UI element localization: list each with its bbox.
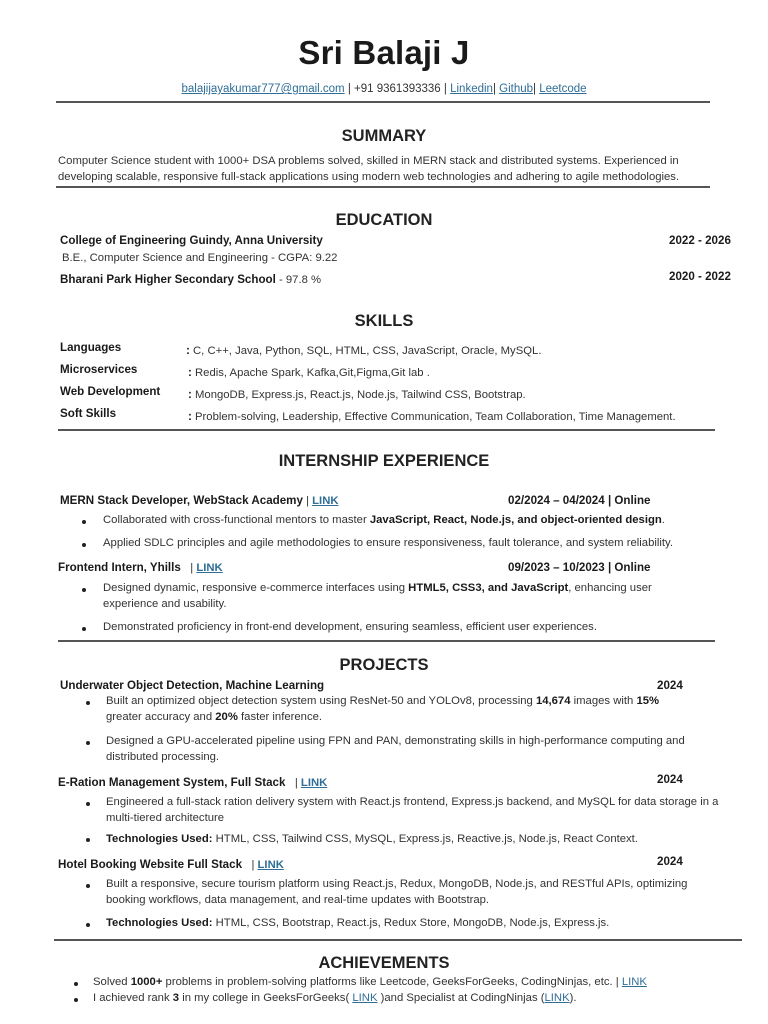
project-1-bullet-1-cont: greater accuracy and 20% faster inference. bbox=[106, 711, 323, 723]
skill-value-languages: : C, C++, Java, Python, SQL, HTML, CSS, JavaScript, Oracle, MySQL. bbox=[186, 344, 542, 357]
email-link[interactable]: balajijayakumar777@gmail.com bbox=[181, 83, 345, 95]
skill-value-microservices: : Redis, Apache Spark, Kafka,Git,Figma,Git lab . bbox=[188, 366, 430, 379]
internship-heading: INTERNSHIP EXPERIENCE bbox=[278, 452, 490, 470]
skills-divider bbox=[58, 429, 715, 431]
skill-key-web-development: Web Development bbox=[60, 385, 161, 398]
project-2-link[interactable]: LINK bbox=[300, 777, 328, 789]
bullet bbox=[86, 923, 90, 927]
achievement-2-gfg-link[interactable]: LINK bbox=[352, 992, 378, 1004]
project-1-year: 2024 bbox=[657, 679, 683, 692]
degree-info: B.E., Computer Science and Engineering - CGPA: 9.22 bbox=[62, 252, 338, 264]
project-1-bullet-2-cont: distributed processing. bbox=[106, 751, 220, 763]
skill-key-soft-skills: Soft Skills bbox=[60, 407, 117, 420]
internship-divider bbox=[58, 640, 715, 642]
school-line bbox=[60, 270, 321, 288]
separator: | bbox=[440, 83, 451, 95]
leetcode-link[interactable]: Leetcode bbox=[539, 83, 587, 95]
job-1-bullet-1: Collaborated with cross-functional mentors to master JavaScript, React, Node.js, and object-oriented design. bbox=[103, 514, 665, 526]
job-1-title: MERN Stack Developer, WebStack Academy bbox=[60, 494, 303, 507]
phone-number: +91 9361393336 bbox=[354, 83, 441, 95]
achievements-heading: ACHIEVEMENTS bbox=[318, 954, 450, 972]
education-heading: EDUCATION bbox=[335, 211, 433, 229]
separator: | bbox=[344, 83, 355, 95]
bullet bbox=[86, 741, 90, 745]
project-3-bullet-1-cont: booking workflows, data management, and real-time updates with Bootstrap. bbox=[106, 894, 490, 906]
job-2-title: Frontend Intern, Yhills bbox=[58, 561, 181, 574]
project-2-title-line: E-Ration Management System, Full Stack | LINK bbox=[58, 776, 328, 789]
bullet bbox=[86, 838, 90, 842]
job-2-bullet-1: Designed dynamic, responsive e-commerce interfaces using HTML5, CSS3, and JavaScript, enhancing user bbox=[103, 582, 652, 594]
bullet bbox=[82, 520, 86, 524]
bullet bbox=[86, 802, 90, 806]
project-1-bullet-2: Designed a GPU-accelerated pipeline using FPN and PAN, demonstrating skills in high-performance computing and bbox=[106, 735, 685, 747]
school-name: Bharani Park Higher Secondary School bbox=[60, 273, 276, 286]
job-1-mode: | Online bbox=[604, 494, 651, 507]
header-divider bbox=[56, 101, 710, 103]
project-3-title: Hotel Booking Website Full Stack bbox=[58, 858, 243, 871]
separator: | bbox=[533, 83, 540, 95]
bullet bbox=[74, 998, 78, 1002]
summary-heading: SUMMARY bbox=[341, 127, 427, 145]
contact-line bbox=[0, 83, 768, 95]
summary-line-1: Computer Science student with 1000+ DSA problems solved, skilled in MERN stack and distributed systems. Experienced in bbox=[58, 155, 679, 167]
job-1-bullet-2: Applied SDLC principles and agile methodologies to ensure responsiveness, fault tolerance, and system reliability. bbox=[103, 537, 673, 549]
project-3-technologies: Technologies Used: HTML, CSS, Bootstrap, React.js, Redux Store, MongoDB, Node.js, Express.js. bbox=[106, 917, 610, 929]
job-1-dates: 02/2024 – 04/2024 bbox=[508, 494, 605, 507]
bullet bbox=[86, 884, 90, 888]
job-1-dates-line bbox=[508, 491, 650, 509]
github-link[interactable]: Github bbox=[499, 83, 534, 95]
project-2-bullet-1-cont: multi-tiered architecture bbox=[106, 812, 225, 824]
linkedin-link[interactable]: Linkedin bbox=[450, 83, 493, 95]
job-2-title-line: Frontend Intern, Yhills | LINK bbox=[58, 561, 223, 574]
project-3-link[interactable]: LINK bbox=[257, 859, 284, 871]
skill-key-microservices: Microservices bbox=[60, 363, 138, 376]
project-2-bullet-1: Engineered a full-stack ration delivery system with React.js frontend, Express.js backend, and MySQL for data storage in a bbox=[106, 796, 719, 808]
bullet bbox=[82, 543, 86, 547]
school-years: 2020 - 2022 bbox=[669, 270, 731, 283]
skill-value-web-development: : MongoDB, Express.js, React.js, Node.js, Tailwind CSS, Bootstrap. bbox=[188, 388, 526, 401]
skill-value-soft-skills: : Problem-solving, Leadership, Effective Communication, Team Collaboration, Time Management. bbox=[188, 410, 676, 423]
project-2-year: 2024 bbox=[657, 773, 683, 786]
bullet bbox=[82, 627, 86, 631]
achievement-2: I achieved rank 3 in my college in GeeksForGeeks( LINK )and Specialist at CodingNinjas (LINK). bbox=[93, 992, 577, 1004]
job-2-dates: 09/2023 – 10/2023 bbox=[508, 561, 605, 574]
project-3-title-line: Hotel Booking Website Full Stack | LINK bbox=[58, 858, 284, 871]
project-2-title: E-Ration Management System, Full Stack bbox=[58, 776, 286, 789]
project-2-technologies: Technologies Used: HTML, CSS, Tailwind CSS, MySQL, Express.js, Reactive.js, Node.js, React Context. bbox=[106, 833, 638, 845]
bullet bbox=[74, 982, 78, 986]
projects-heading: PROJECTS bbox=[339, 656, 429, 674]
job-2-bullet-1-cont: experience and usability. bbox=[103, 598, 227, 610]
summary-line-2: developing scalable, responsive full-stack applications using modern web technologies and adhering to agile methodologies. bbox=[58, 171, 680, 183]
skill-key-languages: Languages bbox=[60, 341, 122, 354]
job-2-dates-line bbox=[508, 558, 650, 576]
job-1-title-line: MERN Stack Developer, WebStack Academy | LINK bbox=[60, 494, 339, 507]
achievement-2-codingninjas-link[interactable]: LINK bbox=[544, 992, 570, 1004]
college-years: 2022 - 2026 bbox=[669, 234, 731, 247]
job-2-link[interactable]: LINK bbox=[196, 562, 223, 574]
candidate-name: Sri Balaji J bbox=[298, 34, 470, 71]
project-3-year: 2024 bbox=[657, 855, 683, 868]
project-1-title: Underwater Object Detection, Machine Learning bbox=[60, 679, 325, 692]
project-1-bullet-1: Built an optimized object detection system using ResNet-50 and YOLOv8, processing 14,674 images with 15% bbox=[106, 695, 660, 707]
school-score: - 97.8 % bbox=[275, 274, 322, 286]
bullet bbox=[82, 588, 86, 592]
project-3-bullet-1: Built a responsive, secure tourism platform using React.js, Redux, MongoDB, Node.js, and RESTful APIs, optimizing bbox=[106, 878, 688, 890]
job-2-bullet-2: Demonstrated proficiency in front-end development, ensuring seamless, efficient user experiences. bbox=[103, 621, 597, 633]
achievement-1-link[interactable]: LINK bbox=[621, 976, 647, 988]
summary-divider bbox=[56, 186, 710, 188]
job-2-mode: | Online bbox=[604, 561, 651, 574]
skills-heading: SKILLS bbox=[354, 312, 414, 330]
job-1-link[interactable]: LINK bbox=[312, 495, 339, 507]
college-name: College of Engineering Guindy, Anna University bbox=[60, 234, 323, 247]
achievement-1: Solved 1000+ problems in problem-solving platforms like Leetcode, GeeksForGeeks, CodingNinjas, etc. | LINK bbox=[93, 976, 647, 988]
bullet bbox=[86, 701, 90, 705]
separator: | bbox=[492, 83, 500, 95]
projects-divider bbox=[54, 939, 742, 941]
